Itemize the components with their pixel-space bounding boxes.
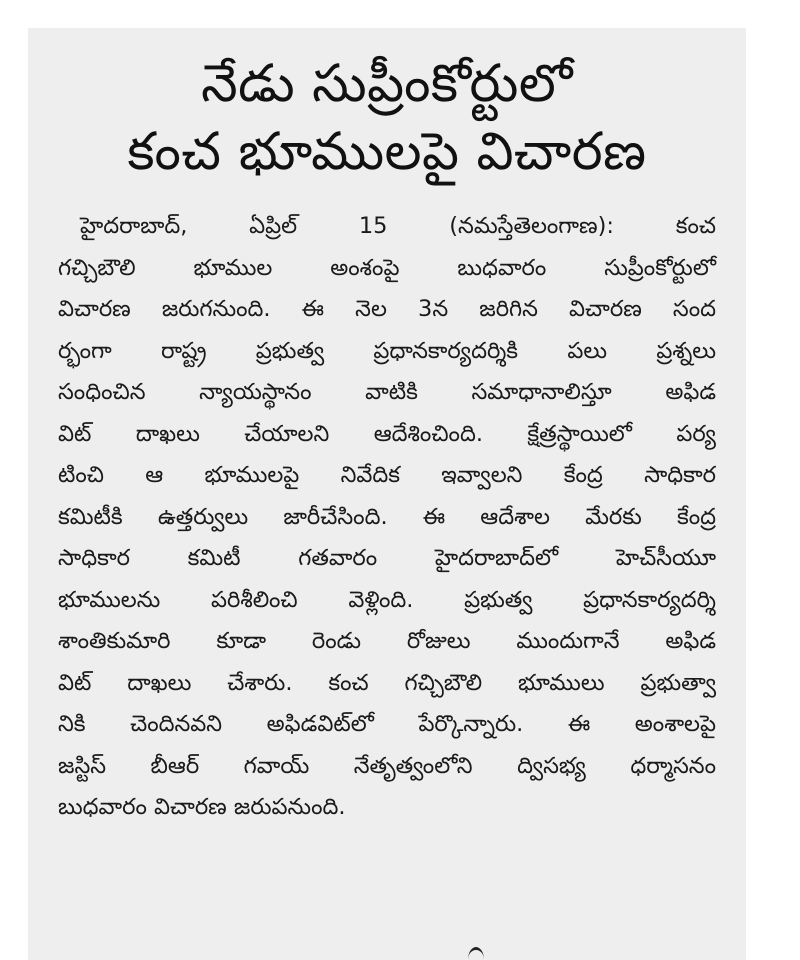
body-line: ర్భంగా రాష్ట్ర ప్రభుత్వ ప్రధానకార్యదర్శికి పలు ప్రశ్నలు [58,337,716,364]
body-line: జస్టిస్ బీఆర్ గవాయ్ నేతృత్వంలోని ద్విసభ్య ధర్మాసనం [58,752,716,779]
body-line: నికి చెందినవని అఫిడవిట్‌లో పేర్కొన్నారు. ఈ అంశాలపై [58,711,716,737]
article-body [58,206,716,829]
body-line: శాంతికుమారి కూడా రెండు రోజులు ముందుగానే అఫిడ [58,628,716,654]
newspaper-clipping [28,28,746,960]
body-line: సంధించిన న్యాయస్థానం వాటికి సమాధానాలిస్తూ అఫిడ [58,379,716,405]
body-line: బుధవారం విచారణ జరుపనుంది. [58,794,346,820]
body-line: కమిటీకి ఉత్తర్వులు జారీచేసింది. ఈ ఆదేశాల మేరకు కేంద్ర [58,503,716,530]
body-line: సాధికార కమిటీ గతవారం హైదరాబాద్‌లో హెచ్‌సీయూ [58,545,716,571]
body-line: గచ్చిబౌలి భూముల అంశంపై బుధవారం సుప్రీంకోర్టులో [58,254,716,281]
body-line: విచారణ జరుగనుంది. ఈ నెల 3న జరిగిన విచారణ సంద [58,296,716,322]
body-line: టించి ఆ భూములపై నివేదిక ఇవ్వాలని కేంద్ర సాధికార [58,462,716,488]
cut-off-glyph [468,947,484,960]
headline [58,50,716,186]
body-line: హైదరాబాద్, ఏప్రిల్ 15 (నమస్తేతెలంగాణ): కంచ [80,213,716,239]
body-line: విట్ దాఖలు చేయాలని ఆదేశించింది. క్షేత్రస్థాయిలో పర్య [58,420,716,447]
headline-line-1: నేడు సుప్రీంకోర్టులో [201,54,573,114]
body-line: భూములను పరిశీలించి వెళ్లింది. ప్రభుత్వ ప్రధానకార్యదర్శి [58,586,716,613]
headline-line-2: కంచ భూములపై విచారణ [127,122,647,182]
body-line: విట్ దాఖలు చేశారు. కంచ గచ్చిబౌలి భూములు ప్రభుత్వా [58,669,716,696]
